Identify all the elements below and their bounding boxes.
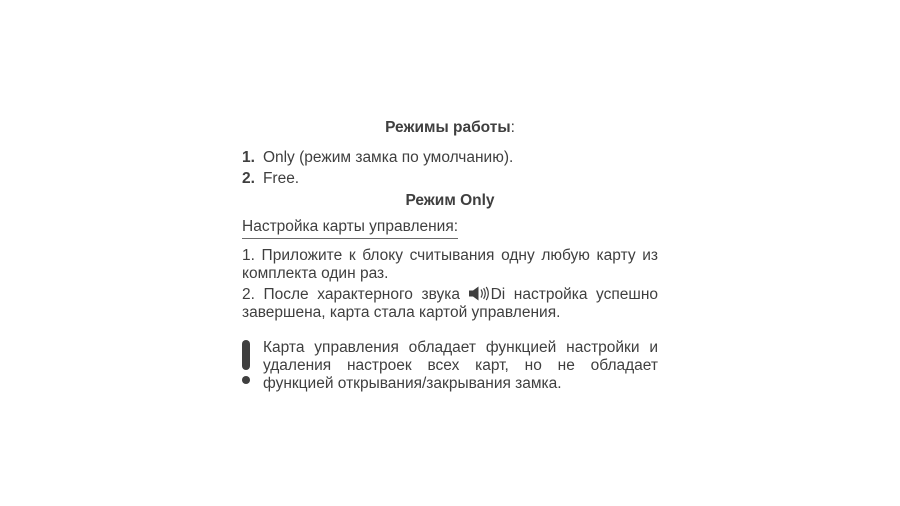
- exclamation-icon: [242, 339, 263, 393]
- page-title-colon: :: [510, 119, 515, 136]
- step-2-text-before: 2. После характерного звука: [242, 286, 460, 303]
- note-block: [242, 339, 658, 393]
- step-1: 1. Приложите к блоку считывания одну любую карту из комплекта один раз.: [242, 247, 658, 282]
- document-page: [242, 0, 658, 393]
- section-heading-text: Настройка карты управления:: [242, 218, 458, 239]
- list-item-label: Only (режим замка по умолчанию).: [262, 149, 514, 166]
- mode-heading: Режим Only: [405, 192, 495, 209]
- speaker-sound-icon: [469, 286, 491, 301]
- exclamation-bar: [242, 340, 250, 370]
- list-item-number: 1.: [242, 149, 255, 166]
- note-text: Карта управления обладает функцией настройки и удаления настроек всех карт, но не обладает функцией открывания/закрывания замка.: [263, 339, 658, 392]
- exclamation-dot: [242, 376, 250, 384]
- page-title: [242, 119, 658, 137]
- section-heading: [242, 218, 658, 239]
- step-2: [242, 286, 658, 322]
- sound-label: [469, 286, 506, 303]
- step-2-text-after: настройка успешно завершена, карта стала картой управления.: [242, 286, 658, 321]
- list-item-label: Free.: [262, 170, 300, 187]
- list-item-number: 2.: [242, 170, 255, 187]
- sound-text: Di: [490, 286, 506, 303]
- list-item: [242, 168, 658, 189]
- page-title-text: Режимы работы: [385, 119, 511, 136]
- modes-list: [242, 147, 658, 189]
- list-item: [242, 147, 658, 168]
